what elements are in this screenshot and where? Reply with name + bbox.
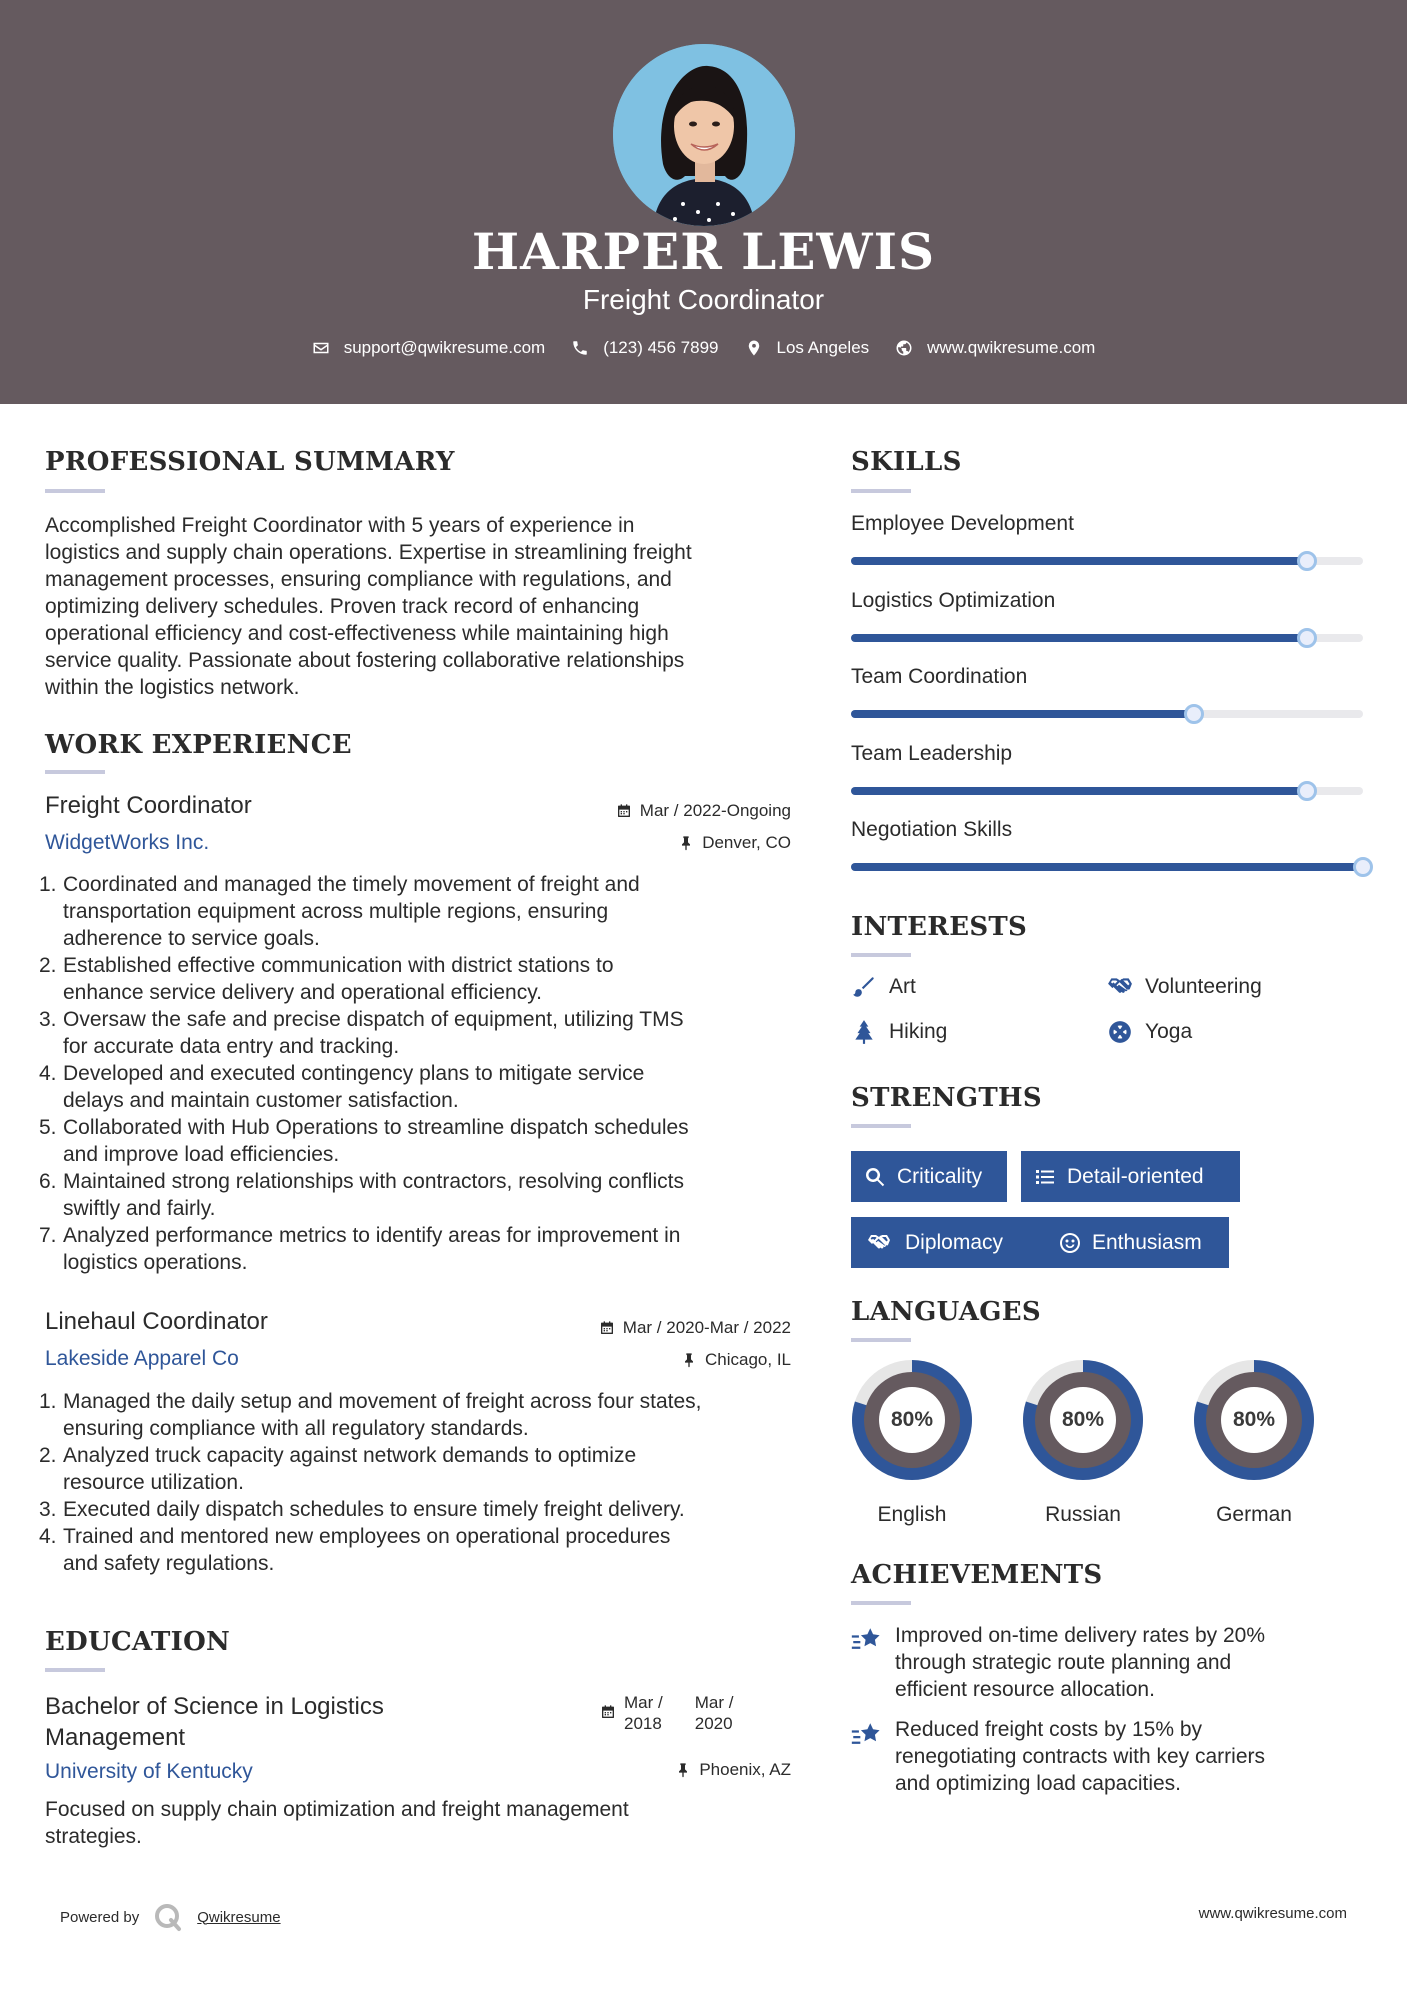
- candidate-title: Freight Coordinator: [582, 284, 825, 315]
- skill-bar-knob: [1297, 551, 1317, 571]
- language-percent: 80%: [1232, 1408, 1276, 1431]
- language-item: [851, 1359, 973, 1526]
- contact-location: [745, 338, 870, 358]
- skill-bar-fill: [851, 710, 1194, 718]
- interest-label: Art: [889, 975, 916, 998]
- education-location-text: Phoenix, AZ: [699, 1760, 791, 1779]
- list-item: [39, 952, 825, 1006]
- achievement-line: and optimizing load capacities.: [895, 1772, 1182, 1795]
- summary-line: Accomplished Freight Coordinator with 5 years of experience in: [45, 514, 635, 537]
- smile-icon: [1058, 1231, 1082, 1255]
- list-line: Developed and executed contingency plans to mitigate service: [63, 1062, 645, 1085]
- interests-heading: INTERESTS: [851, 912, 1028, 942]
- search-icon: [863, 1165, 887, 1189]
- skill-label: Logistics Optimization: [851, 588, 1056, 612]
- list-icon: [1033, 1165, 1057, 1189]
- website-text: www.qwikresume.com: [927, 338, 1096, 357]
- list-item: [39, 1114, 825, 1168]
- description-line: Focused on supply chain optimization and freight management: [45, 1798, 629, 1821]
- list-line: for accurate data entry and tracking.: [63, 1035, 400, 1058]
- list-number: 5.: [39, 1116, 57, 1139]
- date-part: 2020: [694, 1714, 733, 1733]
- achievements-heading-bar: [851, 1601, 911, 1605]
- strength-label: Diplomacy: [905, 1230, 1004, 1254]
- achievement-item: [895, 1622, 1355, 1703]
- skills-heading-bar: [851, 489, 911, 493]
- achievement-line: Improved on-time delivery rates by 20%: [895, 1624, 1265, 1647]
- shooting-star-icon: [849, 1719, 883, 1753]
- list-number: 1.: [39, 873, 57, 896]
- strength-label: Criticality: [897, 1164, 983, 1188]
- list-item: [39, 1388, 825, 1442]
- list-line: logistics operations.: [63, 1251, 248, 1274]
- achievement-line: Reduced freight costs by 15% by: [895, 1718, 1203, 1741]
- list-number: 1.: [39, 1390, 57, 1413]
- list-line: resource utilization.: [63, 1471, 244, 1494]
- powered-by-label: Powered by: [60, 1908, 140, 1926]
- list-line: adherence to service goals.: [63, 927, 320, 950]
- skill-bar-knob: [1353, 857, 1373, 877]
- summary-heading: PROFESSIONAL SUMMARY: [45, 447, 455, 477]
- skill-bar-knob: [1184, 704, 1204, 724]
- strength-detail-oriented: [1021, 1151, 1240, 1202]
- strength-enthusiasm: [1046, 1217, 1229, 1268]
- job-title: Linehaul Coordinator: [45, 1308, 268, 1335]
- list-line: ensuring compliance with all regulatory standards.: [63, 1417, 529, 1440]
- contact-phone[interactable]: [571, 338, 718, 358]
- education-description: [45, 1796, 805, 1850]
- list-line: Executed daily dispatch schedules to ensure timely freight delivery.: [63, 1498, 685, 1521]
- degree-line: Management: [45, 1724, 186, 1751]
- description-line: strategies.: [45, 1825, 142, 1848]
- interest-label: Yoga: [1145, 1020, 1193, 1043]
- list-line: Coordinated and managed the timely movement of freight and: [63, 873, 640, 896]
- interest-hiking: [851, 1019, 947, 1045]
- list-line: Maintained strong relationships with contractors, resolving conflicts: [63, 1170, 684, 1193]
- strength-label: Detail-oriented: [1067, 1164, 1204, 1188]
- interest-yoga: [1107, 1019, 1192, 1045]
- languages-heading: LANGUAGES: [851, 1297, 1041, 1327]
- phone-text: (123) 456 7899: [603, 338, 719, 357]
- skill-label: Negotiation Skills: [851, 818, 1013, 841]
- strength-label: Enthusiasm: [1092, 1230, 1202, 1254]
- list-number: 7.: [39, 1224, 57, 1247]
- tree-icon: [851, 1019, 877, 1045]
- date-part: Mar /: [624, 1693, 663, 1712]
- languages-heading-bar: [851, 1338, 911, 1342]
- list-line: transportation equipment across multiple regions, ensuring: [63, 900, 609, 923]
- summary-line: optimizing delivery schedules. Proven track record of enhancing: [45, 595, 640, 618]
- list-item: [39, 1060, 825, 1114]
- pushpin-icon: [675, 1762, 691, 1778]
- achievement-item: [895, 1716, 1355, 1797]
- job-location-text: Denver, CO: [702, 833, 791, 852]
- summary-line: management processes, ensuring compliance with regulations, and: [45, 568, 672, 591]
- achievement-line: renegotiating contracts with key carriers: [895, 1745, 1265, 1768]
- skills-heading: SKILLS: [851, 447, 962, 477]
- language-percent: 80%: [1061, 1408, 1105, 1431]
- summary-line: within the logistics network.: [45, 676, 300, 699]
- job-title: Freight Coordinator: [45, 792, 252, 819]
- experience-heading-bar: [45, 770, 105, 774]
- skill-label: Team Leadership: [851, 741, 1013, 765]
- strengths-heading-bar: [851, 1124, 911, 1128]
- phone-icon: [571, 339, 589, 357]
- list-line: and safety regulations.: [63, 1552, 275, 1575]
- company-name[interactable]: WidgetWorks Inc.: [45, 831, 210, 854]
- interest-label: Volunteering: [1145, 975, 1262, 998]
- pushpin-icon: [681, 1352, 697, 1368]
- skill-bar-knob: [1297, 781, 1317, 801]
- list-line: swiftly and fairly.: [63, 1197, 216, 1220]
- skill-bar-knob: [1297, 628, 1317, 648]
- list-line: enhance service delivery and operational efficiency.: [63, 981, 543, 1004]
- list-line: delays and maintain customer satisfaction.: [63, 1089, 459, 1112]
- list-number: 4.: [39, 1062, 57, 1085]
- shooting-star-icon: [849, 1624, 883, 1658]
- education-heading: EDUCATION: [45, 1627, 231, 1657]
- contact-website[interactable]: [895, 338, 1095, 358]
- language-percent: 80%: [890, 1408, 934, 1431]
- list-number: 3.: [39, 1008, 57, 1031]
- summary-heading-bar: [45, 489, 105, 493]
- job-responsibilities: [39, 871, 825, 1276]
- contact-bar: [0, 338, 1407, 358]
- list-number: 2.: [39, 954, 57, 977]
- interest-art: [851, 974, 916, 1000]
- paintbrush-icon: [851, 974, 877, 1000]
- list-number: 3.: [39, 1498, 57, 1521]
- list-number: 4.: [39, 1525, 57, 1548]
- job-date-text: Mar / 2022-Ongoing: [639, 801, 791, 820]
- summary-line: logistics and supply chain operations. Expertise in streamlining freight: [45, 541, 692, 564]
- powered-by: [60, 1902, 281, 1932]
- globe-icon: [895, 339, 913, 357]
- interest-label: Hiking: [889, 1020, 948, 1043]
- language-name: English: [877, 1503, 947, 1526]
- job-date: [540, 1318, 791, 1338]
- education-end: [695, 1692, 734, 1734]
- list-item: [39, 1523, 825, 1577]
- list-item: [39, 871, 825, 952]
- summary-line: service quality. Passionate about fostering collaborative relationships: [45, 649, 685, 672]
- degree-line: Bachelor of Science in Logistics: [45, 1693, 384, 1720]
- interests-heading-bar: [851, 953, 911, 957]
- date-part: 2018: [624, 1714, 662, 1733]
- job-location: [560, 1350, 791, 1370]
- list-item: [39, 1222, 825, 1276]
- language-item: [1022, 1359, 1144, 1526]
- company-name[interactable]: Lakeside Apparel Co: [45, 1347, 239, 1370]
- education-start: [624, 1692, 663, 1734]
- list-item: [39, 1496, 825, 1523]
- envelope-icon: [312, 339, 330, 357]
- skill-bar-fill: [851, 787, 1307, 795]
- list-line: Oversaw the safe and precise dispatch of equipment, utilizing TMS: [63, 1008, 684, 1031]
- language-item: [1193, 1359, 1315, 1526]
- list-item: [39, 1006, 825, 1060]
- experience-heading: WORK EXPERIENCE: [45, 730, 352, 760]
- education-heading-bar: [45, 1668, 105, 1672]
- calendar-icon: [600, 1704, 616, 1720]
- date-part: Mar /: [694, 1693, 734, 1712]
- resume-header: [0, 0, 1407, 404]
- list-line: Collaborated with Hub Operations to streamline dispatch schedules: [63, 1116, 689, 1139]
- achievement-line: through strategic route planning and: [895, 1651, 1232, 1674]
- strength-criticality: [851, 1151, 1007, 1202]
- profile-photo: [613, 44, 795, 226]
- handshake-icon: [863, 1231, 895, 1255]
- list-line: Established effective communication with district stations to: [63, 954, 614, 977]
- skill-bar-track: [851, 863, 1363, 871]
- pushpin-icon: [678, 835, 694, 851]
- list-item: [39, 1442, 825, 1496]
- list-line: and improve load efficiencies.: [63, 1143, 340, 1166]
- skill-bar-track: [851, 710, 1363, 718]
- job-location: [560, 833, 791, 853]
- qwikresume-logo-icon: [153, 1902, 183, 1932]
- strengths-heading: STRENGTHS: [851, 1083, 1042, 1113]
- education-date: [600, 1692, 733, 1734]
- education-location: [560, 1760, 791, 1780]
- footer-website-link[interactable]: www.qwikresume.com: [1198, 1905, 1347, 1922]
- list-item: [39, 1168, 825, 1222]
- interest-volunteering: [1107, 974, 1262, 1000]
- skill-label: Team Coordination: [851, 665, 1028, 688]
- location-text: Los Angeles: [776, 338, 870, 357]
- achievements-heading: ACHIEVEMENTS: [851, 1560, 1103, 1590]
- contact-email[interactable]: [312, 338, 546, 358]
- job-date: [560, 801, 791, 821]
- list-line: Managed the daily setup and movement of freight across four states,: [63, 1390, 702, 1413]
- degree-title: [45, 1691, 384, 1753]
- job-date-text: Mar / 2020-Mar / 2022: [622, 1318, 791, 1337]
- qwikresume-link[interactable]: Qwikresume: [197, 1908, 281, 1926]
- school-name[interactable]: University of Kentucky: [45, 1760, 253, 1783]
- email-text: support@qwikresume.com: [343, 338, 546, 357]
- summary-text: [45, 512, 805, 701]
- skill-bar-track: [851, 787, 1363, 795]
- summary-line: operational efficiency and cost-effectiveness while maintaining high: [45, 622, 669, 645]
- list-number: 6.: [39, 1170, 57, 1193]
- map-pin-icon: [745, 339, 763, 357]
- lifering-icon: [1107, 1019, 1133, 1045]
- job-location-text: Chicago, IL: [705, 1350, 791, 1369]
- list-line: Trained and mentored new employees on operational procedures: [63, 1525, 671, 1548]
- language-name: Russian: [1045, 1503, 1121, 1526]
- handshake-icon: [1107, 974, 1133, 1000]
- candidate-name: HARPER LEWIS: [471, 222, 936, 281]
- skill-bar-fill: [851, 863, 1363, 871]
- list-number: 2.: [39, 1444, 57, 1467]
- skill-label: Employee Development: [851, 512, 1074, 535]
- list-line: Analyzed truck capacity against network demands to optimize: [63, 1444, 637, 1467]
- calendar-icon: [599, 1320, 615, 1336]
- strength-diplomacy: [851, 1217, 1046, 1268]
- skill-bar-track: [851, 634, 1363, 642]
- skill-bar-fill: [851, 557, 1307, 565]
- achievement-line: efficient resource allocation.: [895, 1678, 1155, 1701]
- list-line: Analyzed performance metrics to identify areas for improvement in: [63, 1224, 681, 1247]
- calendar-icon: [616, 803, 632, 819]
- skill-bar-track: [851, 557, 1363, 565]
- language-name: German: [1216, 1503, 1292, 1526]
- job-responsibilities: [39, 1388, 825, 1577]
- skill-bar-fill: [851, 634, 1307, 642]
- profile-photo-illustration: [613, 44, 795, 226]
